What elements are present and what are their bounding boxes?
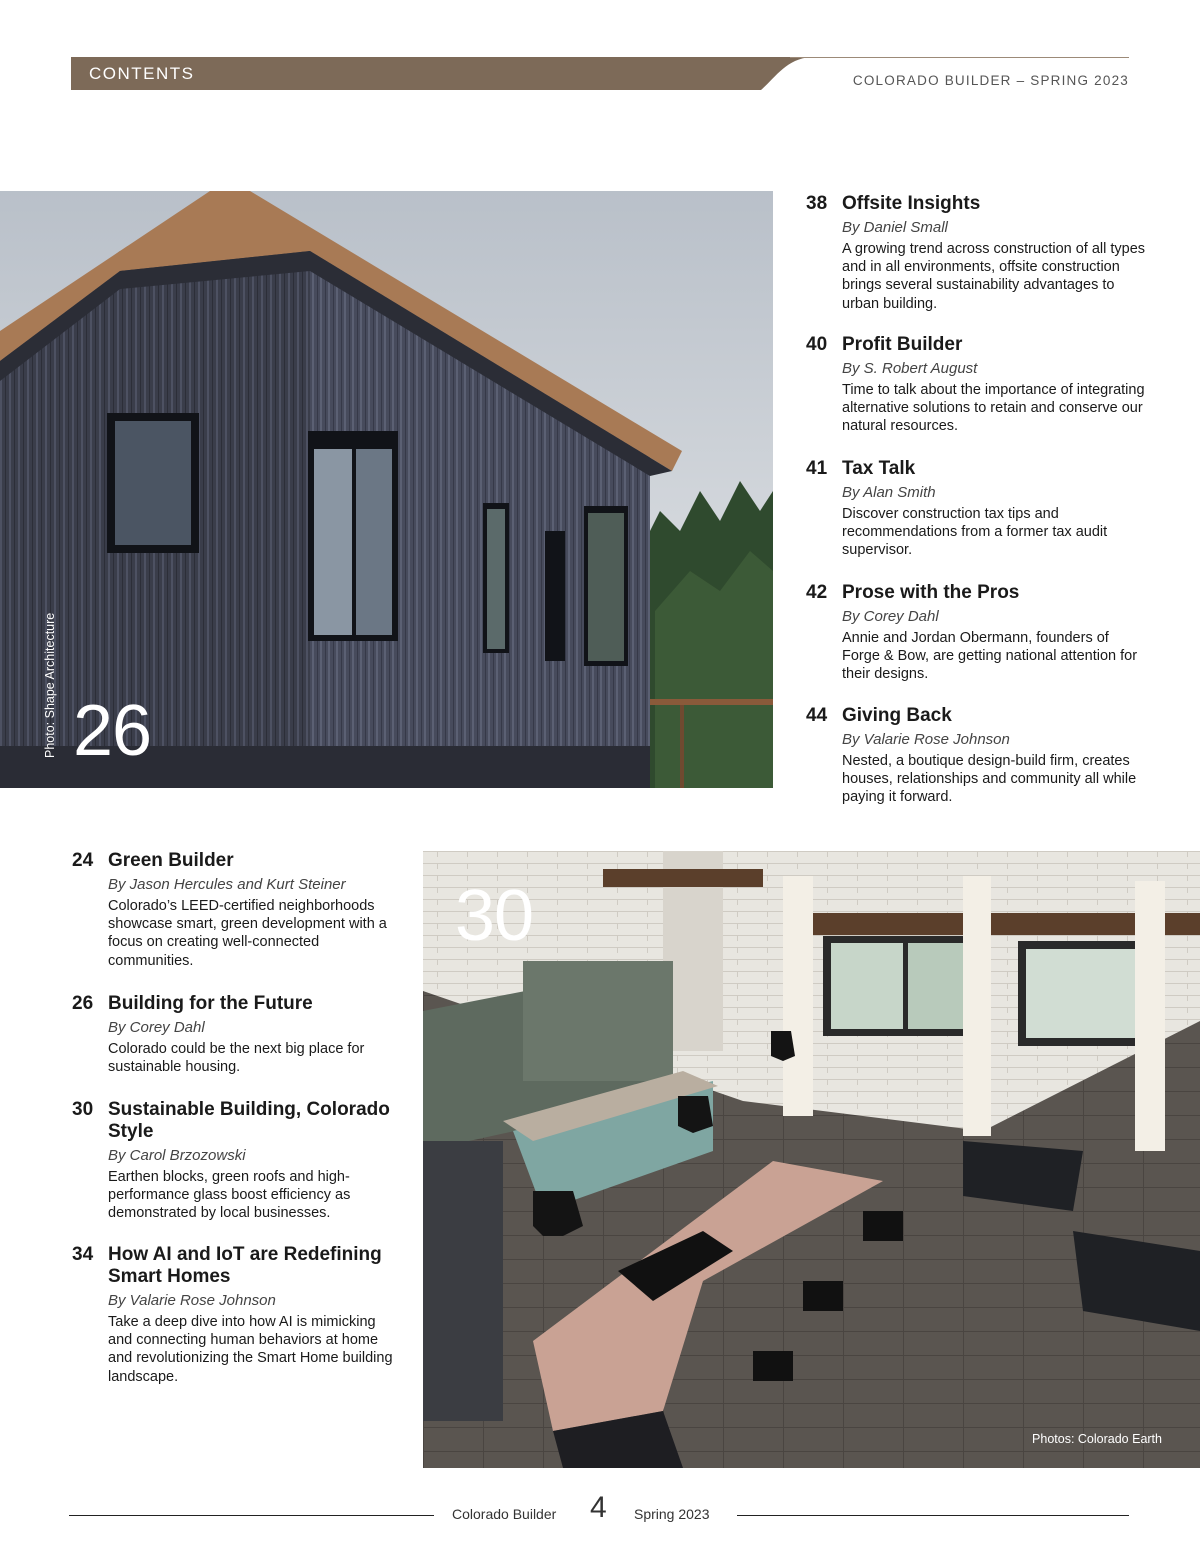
entry-description: A growing trend across construction of all types and in all environments, offsite construction brings several sustainability advantages to urban building. bbox=[842, 241, 1146, 312]
entry-description: Colorado’s LEED-certified neighborhoods showcase smart, green development with a focus on creating well-connected communities. bbox=[108, 898, 387, 969]
entry-page-number: 40 bbox=[806, 334, 828, 355]
entry-page-number: 38 bbox=[806, 193, 828, 214]
entry-title: Green Builder bbox=[108, 850, 234, 871]
entry-description: Take a deep dive into how AI is mimicking and connecting human behaviors at home and revolutionizing the Smart Home building landscape. bbox=[108, 1314, 393, 1385]
entry-page-number: 34 bbox=[72, 1244, 94, 1265]
house-photo-credit: Photo: Shape Architecture bbox=[43, 612, 57, 758]
entry-page-number: 30 bbox=[72, 1099, 94, 1120]
entry-byline: By S. Robert August bbox=[842, 360, 978, 377]
entry-byline: By Carol Brzozowski bbox=[108, 1147, 246, 1164]
footer-rule-right bbox=[737, 1515, 1129, 1516]
entry-title: Profit Builder bbox=[842, 334, 963, 355]
toc-entry-24[interactable] bbox=[72, 850, 402, 970]
toc-entry-41[interactable] bbox=[806, 458, 1146, 560]
toc-entry-30[interactable] bbox=[72, 1099, 402, 1223]
entry-page-number: 41 bbox=[806, 458, 828, 479]
entry-byline: By Corey Dahl bbox=[108, 1019, 205, 1036]
entry-title: Sustainable Building, Colorado Style bbox=[108, 1099, 390, 1142]
entry-page-number: 26 bbox=[72, 993, 94, 1014]
feature-number-30: 30 bbox=[455, 876, 534, 956]
entry-description: Colorado could be the next big place for sustainable housing. bbox=[108, 1041, 365, 1076]
entry-title: Tax Talk bbox=[842, 458, 916, 479]
entry-description: Discover construction tax tips and recommendations from a former tax audit supervisor. bbox=[842, 506, 1108, 559]
entry-description: Time to talk about the importance of integrating alternative solutions to retain and conserve our natural resources. bbox=[842, 382, 1145, 435]
toc-entry-40[interactable] bbox=[806, 334, 1146, 436]
toc-entry-38[interactable] bbox=[806, 193, 1146, 313]
entry-byline: By Valarie Rose Johnson bbox=[108, 1292, 276, 1309]
entry-page-number: 42 bbox=[806, 582, 828, 603]
entry-title: Giving Back bbox=[842, 705, 952, 726]
entry-byline: By Valarie Rose Johnson bbox=[842, 731, 1010, 748]
issue-label: COLORADO BUILDER – SPRING 2023 bbox=[852, 73, 1129, 88]
entry-title: Building for the Future bbox=[108, 993, 313, 1014]
entry-description: Earthen blocks, green roofs and high-performance glass boost efficiency as demonstrated by local businesses. bbox=[108, 1169, 351, 1222]
entry-byline: By Jason Hercules and Kurt Steiner bbox=[108, 876, 346, 893]
footer-publication: Colorado Builder bbox=[452, 1506, 557, 1522]
entry-description: Nested, a boutique design-build firm, creates houses, relationships and community all while paying it forward. bbox=[842, 753, 1137, 806]
entry-title: Prose with the Pros bbox=[842, 582, 1020, 603]
entry-title: How AI and IoT are Redefining Smart Homes bbox=[108, 1244, 382, 1287]
kitchen-photo-credit: Photos: Colorado Earth bbox=[1032, 1432, 1162, 1446]
feature-number-26: 26 bbox=[73, 691, 152, 771]
kitchen-photo bbox=[423, 851, 1200, 1468]
toc-entry-34[interactable] bbox=[72, 1244, 402, 1386]
header-rule bbox=[790, 57, 1129, 58]
footer-issue: Spring 2023 bbox=[634, 1506, 710, 1522]
entry-title: Offsite Insights bbox=[842, 193, 981, 214]
toc-entry-42[interactable] bbox=[806, 582, 1146, 684]
entry-page-number: 24 bbox=[72, 850, 94, 871]
entry-byline: By Daniel Small bbox=[842, 219, 948, 236]
footer-rule-left bbox=[69, 1515, 434, 1516]
toc-entry-44[interactable] bbox=[806, 705, 1146, 807]
toc-entry-26[interactable] bbox=[72, 993, 402, 1076]
entry-byline: By Corey Dahl bbox=[842, 608, 939, 625]
entry-description: Annie and Jordan Obermann, founders of Forge & Bow, are getting national attention for their designs. bbox=[842, 630, 1138, 683]
section-label: CONTENTS bbox=[89, 64, 195, 83]
entry-page-number: 44 bbox=[806, 705, 828, 726]
footer-page-number: 4 bbox=[590, 1491, 607, 1524]
entry-byline: By Alan Smith bbox=[842, 484, 936, 501]
